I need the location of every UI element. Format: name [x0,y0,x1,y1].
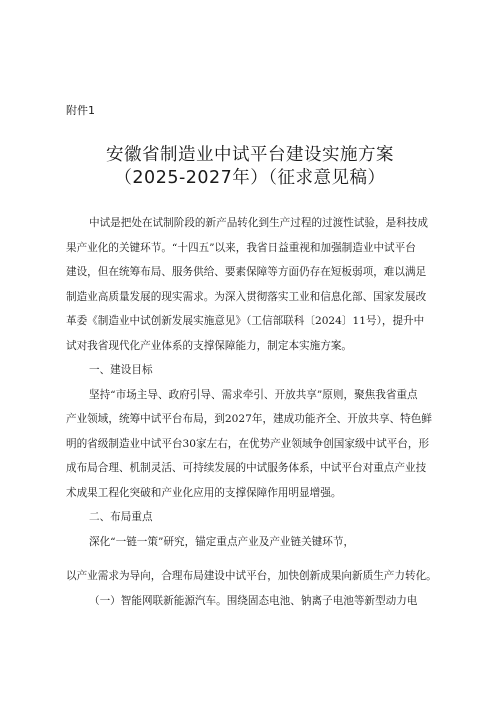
paragraph-line: 中试是把处在试制阶段的新产品转化到生产过程的过渡性试验，是科技成 [89,217,428,229]
document-title: 安徽省制造业中试平台建设实施方案 [106,145,394,165]
paragraph-line: 革委《制造业中试创新发展实施意见》（工信部联科〔2024〕11号），提升中 [66,315,425,327]
paragraph-line: 成布局合理、机制灵活、可持续发展的中试服务体系，中试平台对重点产业技 [66,462,427,474]
paragraph-line: 术成果工程化突破和产业化应用的支撑保障作用明显增强。 [66,487,342,499]
paragraph-line: 制造业高质量发展的现实需求。为深入贯彻落实工业和信息化部、国家发展改 [66,291,427,303]
attachment-label: 附件1 [66,104,95,117]
paragraph-line: 果产业化的关键环节。“十四五”以来，我省日益重视和加强制造业中试平台 [66,242,416,254]
section-heading: 二、布局重点 [89,511,153,523]
section-heading: 一、建设目标 [89,364,153,376]
paragraph-line: （一）智能网联新能源汽车。围绕固态电池、钠离子电池等新型动力电 [89,595,418,607]
document-subtitle: （2025-2027年）（征求意见稿） [114,168,386,188]
paragraph-line: 建设，但在统筹布局、服务供给、要素保障等方面仍存在短板弱项，难以满足 [66,266,427,278]
paragraph-line: 深化“一链一策”研究，锚定重点产业及产业链关键环节， [89,536,355,548]
paragraph-line: 坚持“市场主导、政府引导、需求牵引、开放共享”原则，聚焦我省重点 [89,389,418,401]
paragraph-line: 试对我省现代化产业体系的支撑保障能力，制定本实施方案。 [66,340,353,352]
paragraph-line: 产业领域，统筹中试平台布局，到2027年，建成功能齐全、开放共享、特色鲜 [66,413,432,425]
paragraph-line: 以产业需求为导向，合理布局建设中试平台，加快创新成果向新质生产力转化。 [66,570,437,582]
paragraph-line: 明的省级制造业中试平台30家左右，在优势产业领域争创国家级中试平台，形 [66,438,430,450]
